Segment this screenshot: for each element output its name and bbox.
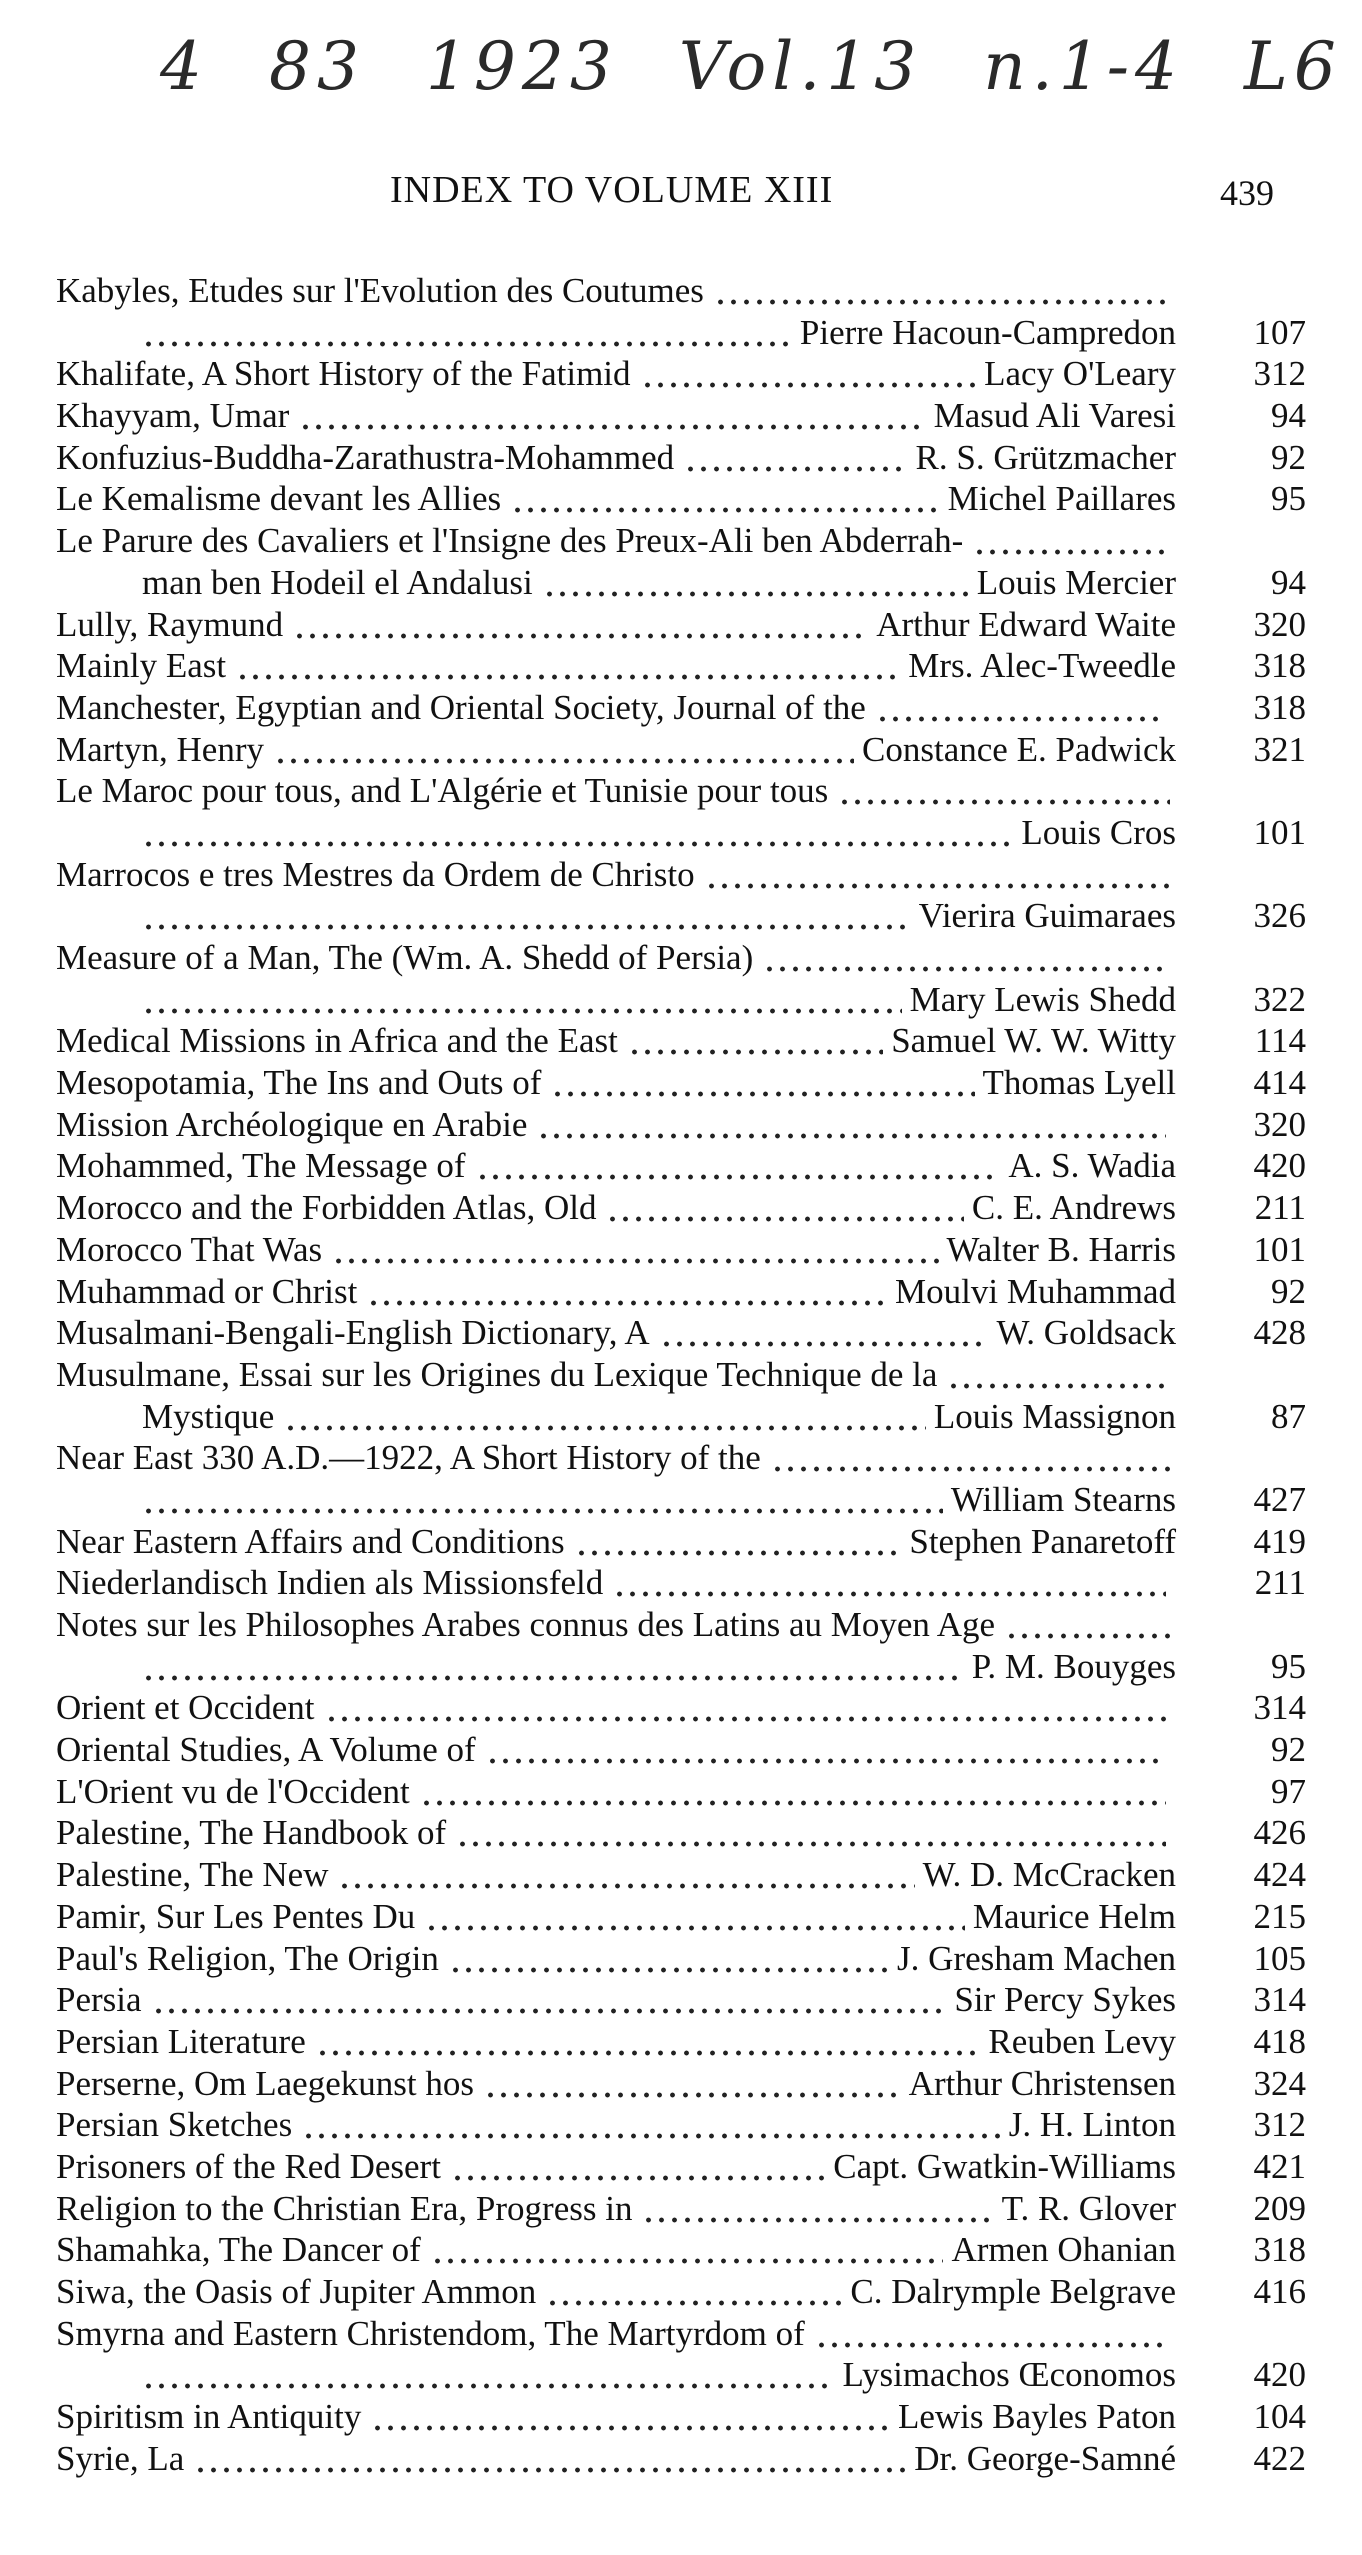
entry-page-number: 420 (1253, 1146, 1306, 1186)
dot-leader (284, 1396, 926, 1438)
entry-author: Pierre Hacoun-Campredon (796, 312, 1176, 354)
index-entry (56, 1896, 1306, 1938)
entry-author: Thomas Lyell (979, 1062, 1176, 1104)
dot-leader (551, 1062, 975, 1104)
entry-author: Samuel W. W. Witty (887, 1020, 1176, 1062)
index-entry-line (56, 770, 1306, 812)
index-entry-line (56, 1354, 1306, 1396)
index-entry (56, 604, 1306, 646)
index-entry (56, 1271, 1306, 1313)
entry-page-number: 95 (1271, 479, 1306, 519)
entry-title: Religion to the Christian Era, Progress in (56, 2188, 633, 2228)
entry-page-number: 94 (1271, 396, 1306, 436)
dot-leader (420, 1771, 1166, 1813)
entry-page-number: 92 (1271, 1730, 1306, 1770)
entry-page-number: 414 (1253, 1063, 1306, 1103)
entry-title: Morocco and the Forbidden Atlas, Old (56, 1188, 597, 1228)
entry-page-number: 95 (1271, 1646, 1306, 1686)
index-entry (56, 1729, 1306, 1771)
index-entry (56, 1979, 1306, 2021)
entry-author: Mrs. Alec-Tweedle (904, 645, 1176, 687)
dot-leader (236, 645, 900, 687)
dot-leader (1005, 1604, 1170, 1646)
index-entry (56, 1562, 1306, 1604)
entry-page-number: 420 (1253, 2355, 1306, 2395)
entry-author: C. E. Andrews (968, 1187, 1176, 1229)
index-entry (56, 729, 1306, 771)
index-entry (56, 1771, 1306, 1813)
dot-leader (142, 1479, 943, 1521)
entry-author: Walter B. Harris (943, 1229, 1176, 1271)
entry-author: Masud Ali Varesi (930, 395, 1176, 437)
entry-page-number: 320 (1253, 1104, 1306, 1144)
dot-leader (316, 2021, 980, 2063)
entry-title: Shamahka, The Dancer of (56, 2230, 421, 2270)
dot-leader (476, 1145, 1000, 1187)
dot-leader (815, 2313, 1170, 2355)
entry-page-number: 101 (1253, 812, 1306, 852)
entry-title: Muhammad or Christ (56, 1271, 358, 1311)
entry-author: Sir Percy Sykes (950, 1979, 1176, 2021)
dot-leader (973, 520, 1170, 562)
entry-title: Kabyles, Etudes sur l'Evolution des Coutumes (56, 271, 704, 310)
entry-author: Armen Ohanian (947, 2229, 1176, 2271)
entry-page-number: 318 (1253, 2230, 1306, 2270)
entry-page-number: 424 (1253, 1855, 1306, 1895)
index-entry (56, 1145, 1306, 1187)
index-entry (56, 2271, 1306, 2313)
dot-leader (511, 478, 940, 520)
index-entry-line (56, 312, 1306, 354)
dot-leader (628, 1020, 883, 1062)
index-entry-line (56, 979, 1306, 1021)
entry-page-number: 318 (1253, 646, 1306, 686)
entry-title: Medical Missions in Africa and the East (56, 1021, 618, 1061)
entry-page-number: 312 (1253, 2105, 1306, 2145)
entry-author: A. S. Wadia (1004, 1145, 1176, 1187)
entry-title: Palestine, The Handbook of (56, 1813, 447, 1853)
entry-title: Le Maroc pour tous, and L'Algérie et Tunisie pour tous (56, 771, 829, 811)
dot-leader (714, 270, 1170, 312)
dot-leader (484, 2063, 901, 2105)
entry-title: Pamir, Sur Les Pentes Du (56, 1896, 416, 1936)
dot-leader (367, 1271, 887, 1313)
dot-leader (876, 687, 1166, 729)
index-entry (56, 2104, 1306, 2146)
index-entry (56, 1187, 1306, 1229)
entry-author: W. D. McCracken (919, 1854, 1176, 1896)
dot-leader (947, 1354, 1170, 1396)
entry-page-number: 97 (1271, 1771, 1306, 1811)
entry-author: W. Goldsack (992, 1312, 1176, 1354)
dot-leader (371, 2396, 890, 2438)
index-entry (56, 2438, 1306, 2480)
dot-leader (684, 437, 908, 479)
entry-title: Persia (56, 1980, 142, 2020)
dot-leader (293, 604, 868, 646)
dot-leader (763, 937, 1170, 979)
entry-author: Louis Cros (1017, 812, 1176, 854)
dot-leader (451, 2146, 825, 2188)
index-entry (56, 353, 1306, 395)
entry-author: Mary Lewis Shedd (906, 979, 1176, 1021)
page-number: 439 (1220, 173, 1274, 213)
dot-leader (152, 1979, 946, 2021)
index-entry (56, 1020, 1306, 1062)
entry-title: Near East 330 A.D.—1922, A Short History of the (56, 1438, 761, 1478)
dot-leader (606, 1187, 964, 1229)
page-title: INDEX TO VOLUME XIII (390, 169, 834, 211)
entry-title: Lully, Raymund (56, 604, 284, 644)
entry-title: Musulmane, Essai sur les Origines du Lexique Technique de la (56, 1354, 938, 1394)
entry-title: Perserne, Om Laegekunst hos (56, 2063, 474, 2103)
index-entry-line (56, 1604, 1306, 1646)
dot-leader (332, 1229, 939, 1271)
entry-page-number: 92 (1271, 1271, 1306, 1311)
dot-leader (537, 1104, 1166, 1146)
index-entry-line (56, 1437, 1306, 1479)
entry-author: Constance E. Padwick (858, 729, 1176, 771)
index-entry-line (56, 270, 1306, 312)
dot-leader (449, 1938, 889, 1980)
entry-page-number: 211 (1254, 1188, 1306, 1228)
entry-title: Marrocos e tres Mestres da Ordem de Christo (56, 854, 695, 894)
entry-author: Louis Mercier (973, 562, 1176, 604)
dot-leader (613, 1562, 1166, 1604)
entry-page-number: 312 (1253, 354, 1306, 394)
dot-leader (641, 353, 976, 395)
index-entry (56, 2021, 1306, 2063)
index-entry (56, 645, 1306, 687)
entry-page-number: 114 (1254, 1021, 1306, 1061)
entry-page-number: 422 (1253, 2438, 1306, 2478)
entry-author: J. Gresham Machen (893, 1938, 1176, 1980)
entry-author: William Stearns (947, 1479, 1176, 1521)
entry-title: Martyn, Henry (56, 729, 265, 769)
dot-leader (302, 2104, 1001, 2146)
dot-leader (431, 2229, 943, 2271)
entry-page-number: 321 (1253, 729, 1306, 769)
entry-author: T. R. Glover (998, 2188, 1176, 2230)
entry-author: Lacy O'Leary (980, 353, 1176, 395)
dot-leader (142, 979, 902, 1021)
entry-title-continuation: man ben Hodeil el Andalusi (142, 562, 533, 602)
entry-title: Mainly East (56, 646, 227, 686)
dot-leader (142, 1646, 964, 1688)
entry-author: Capt. Gwatkin-Williams (829, 2146, 1176, 2188)
entry-title: Mission Archéologique en Arabie (56, 1104, 528, 1144)
index-entry-line (56, 937, 1306, 979)
index-entry (56, 1312, 1306, 1354)
entry-author: Moulvi Muhammad (891, 1271, 1176, 1313)
entry-page-number: 209 (1253, 2188, 1306, 2228)
index-entry (56, 2396, 1306, 2438)
entry-page-number: 314 (1253, 1688, 1306, 1728)
index-entry (56, 437, 1306, 479)
entry-title: Manchester, Egyptian and Oriental Society, Journal of the (56, 687, 866, 727)
entry-page-number: 421 (1253, 2146, 1306, 2186)
entry-page-number: 419 (1253, 1521, 1306, 1561)
entry-title: Khalifate, A Short History of the Fatimid (56, 354, 631, 394)
dot-leader (456, 1812, 1166, 1854)
dot-leader (142, 312, 792, 354)
entry-page-number: 107 (1253, 312, 1306, 352)
entry-page-number: 101 (1253, 1229, 1306, 1269)
entry-title: Konfuzius-Buddha-Zarathustra-Mohammed (56, 437, 675, 477)
dot-leader (274, 729, 854, 771)
index-entry (56, 2229, 1306, 2271)
index-entry-line (56, 812, 1306, 854)
index-entry (56, 2063, 1306, 2105)
entry-author: C. Dalrymple Belgrave (846, 2271, 1176, 2313)
index-entry (56, 2146, 1306, 2188)
entry-page-number: 314 (1253, 1980, 1306, 2020)
entry-title: Persian Literature (56, 2021, 306, 2061)
index-entry (56, 1854, 1306, 1896)
dot-leader (486, 1729, 1166, 1771)
entry-title: Mesopotamia, The Ins and Outs of (56, 1063, 542, 1103)
index-entry-line (56, 1479, 1306, 1521)
entry-title: Paul's Religion, The Origin (56, 1938, 439, 1978)
index-entry (56, 1812, 1306, 1854)
entry-title: Palestine, The New (56, 1855, 329, 1895)
entry-author: Michel Paillares (944, 478, 1176, 520)
index-entry (56, 1938, 1306, 1980)
dot-leader (705, 854, 1170, 896)
entry-page-number: 92 (1271, 437, 1306, 477)
dot-leader (142, 812, 1013, 854)
entry-page-number: 211 (1254, 1563, 1306, 1603)
index-entry-line (56, 562, 1306, 604)
entry-author: Arthur Edward Waite (872, 604, 1176, 646)
entry-page-number: 428 (1253, 1313, 1306, 1353)
handwritten-catalog-note: 4 83 1923 Vol.13 n.1-4 L6 (160, 28, 1342, 105)
index-entry (56, 1521, 1306, 1563)
entry-author: R. S. Grützmacher (912, 437, 1176, 479)
entry-page-number: 318 (1253, 687, 1306, 727)
entry-author: Louis Massignon (930, 1396, 1176, 1438)
entry-title: Persian Sketches (56, 2105, 293, 2145)
entry-title: Notes sur les Philosophes Arabes connus des Latins au Moyen Age (56, 1605, 996, 1644)
index-entry (56, 2188, 1306, 2230)
entry-author: Arthur Christensen (905, 2063, 1176, 2105)
entry-page-number: 326 (1253, 896, 1306, 936)
entry-title: Spiritism in Antiquity (56, 2397, 362, 2437)
entry-author: Dr. George-Samné (910, 2438, 1176, 2480)
entry-page-number: 416 (1253, 2272, 1306, 2311)
dot-leader (546, 2271, 842, 2313)
index-entry-line (56, 1396, 1306, 1438)
entry-page-number: 87 (1271, 1396, 1306, 1436)
entry-author: Stephen Panaretoff (905, 1521, 1176, 1563)
index-entry-line (56, 854, 1306, 896)
dot-leader (543, 562, 969, 604)
entry-page-number: 105 (1253, 1938, 1306, 1978)
entry-title: Le Parure des Cavaliers et l'Insigne des Preux-Ali ben Abderrah- (56, 521, 964, 561)
entry-author: Maurice Helm (969, 1896, 1176, 1938)
entry-page-number: 104 (1253, 2397, 1306, 2437)
entry-title: L'Orient vu de l'Occident (56, 1771, 410, 1811)
entry-page-number: 427 (1253, 1479, 1306, 1519)
page-header (0, 168, 1362, 218)
dot-leader (325, 1687, 1166, 1729)
dot-leader (142, 895, 911, 937)
index-entry (56, 687, 1306, 729)
entry-title: Morocco That Was (56, 1229, 323, 1269)
entry-author: Reuben Levy (984, 2021, 1176, 2063)
entry-title: Near Eastern Affairs and Conditions (56, 1521, 565, 1561)
dot-leader (338, 1854, 915, 1896)
entry-title: Oriental Studies, A Volume of (56, 1730, 476, 1770)
entry-title: Prisoners of the Red Desert (56, 2146, 441, 2186)
entry-title-continuation: Mystique (142, 1396, 275, 1436)
entry-author: J. H. Linton (1005, 2104, 1176, 2146)
dot-leader (771, 1437, 1170, 1479)
index-entry (56, 1104, 1306, 1146)
dot-leader (299, 395, 926, 437)
dot-leader (194, 2438, 906, 2480)
entry-page-number: 215 (1253, 1896, 1306, 1936)
entry-page-number: 418 (1253, 2021, 1306, 2061)
entry-page-number: 322 (1253, 979, 1306, 1019)
dot-leader (425, 1896, 965, 1938)
dot-leader (642, 2188, 994, 2230)
index-entry-line (56, 895, 1306, 937)
index-entry (56, 478, 1306, 520)
entry-title: Smyrna and Eastern Christendom, The Martyrdom of (56, 2313, 805, 2353)
entry-author: Lysimachos Œconomos (839, 2354, 1176, 2396)
entry-page-number: 426 (1253, 1813, 1306, 1853)
entry-title: Syrie, La (56, 2438, 185, 2478)
entry-title: Mohammed, The Message of (56, 1146, 466, 1186)
entry-title: Measure of a Man, The (Wm. A. Shedd of Persia) (56, 938, 754, 977)
index-entry-line (56, 2313, 1306, 2355)
index-entry (56, 1687, 1306, 1729)
entry-page-number: 320 (1253, 604, 1306, 644)
dot-leader (575, 1521, 901, 1563)
entry-author: Lewis Bayles Paton (894, 2396, 1176, 2438)
entry-author: P. M. Bouyges (968, 1646, 1176, 1688)
entry-title: Musalmani-Bengali-English Dictionary, A (56, 1313, 650, 1353)
entry-title: Le Kemalisme devant les Allies (56, 479, 502, 519)
entry-title: Khayyam, Umar (56, 396, 290, 436)
dot-leader (142, 2354, 835, 2396)
index-list (56, 270, 1306, 2479)
dot-leader (838, 770, 1170, 812)
index-entry-line (56, 1646, 1306, 1688)
index-entry-line (56, 520, 1306, 562)
entry-title: Siwa, the Oasis of Jupiter Ammon (56, 2272, 537, 2311)
entry-title: Orient et Occident (56, 1688, 315, 1728)
entry-page-number: 324 (1253, 2063, 1306, 2103)
entry-author: Vierira Guimaraes (915, 895, 1176, 937)
index-entry (56, 1062, 1306, 1104)
dot-leader (660, 1312, 988, 1354)
index-entry (56, 395, 1306, 437)
entry-page-number: 94 (1271, 562, 1306, 602)
index-entry-line (56, 2354, 1306, 2396)
entry-title: Niederlandisch Indien als Missionsfeld (56, 1563, 604, 1603)
index-entry (56, 1229, 1306, 1271)
